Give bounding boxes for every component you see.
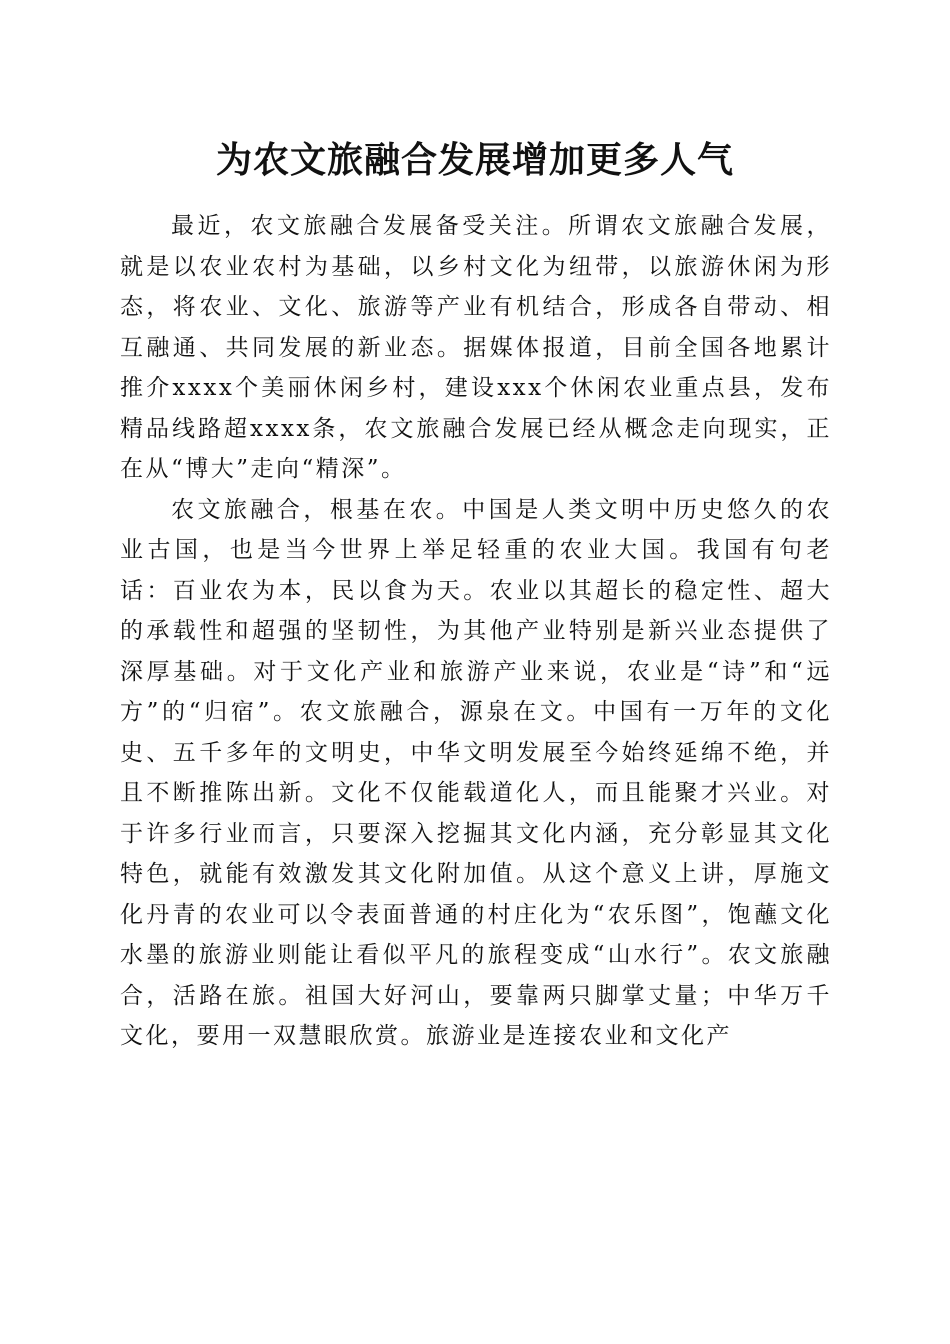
document-body (120, 206, 832, 1057)
document-title: 为农文旅融合发展增加更多人气 (215, 139, 734, 181)
paragraph-1: 最近，农文旅融合发展备受关注。所谓农文旅融合发展，就是以农业农村为基础，以乡村文化为纽带，以旅游休闲为形态，将农业、文化、旅游等产业有机结合，形成各自带动、相互融通、共同发展的新业态。据媒体报道，目前全国各地累计推介xxxx个美丽休闲乡村，建设xxx个休闲农业重点县，发布精品线路超xxxx条，农文旅融合发展已经从概念走向现实，正在从“博大”走向“精深”。 (120, 213, 832, 482)
paragraph-2: 农文旅融合，根基在农。中国是人类文明中历史悠久的农业古国，也是当今世界上举足轻重的农业大国。我国有句老话：百业农为本，民以食为天。农业以其超长的稳定性、超大的承载性和超强的坚韧性，为其他产业特别是新兴业态提供了深厚基础。对于文化产业和旅游产业来说，农业是“诗”和“远方”的“归宿”。农文旅融合，源泉在文。中国有一万年的文化史、五千多年的文明史，中华文明发展至今始终延绵不绝，并且不断推陈出新。文化不仅能载道化人，而且能聚才兴业。对于许多行业而言，只要深入挖掘其文化内涵，充分彰显其文化特色，就能有效激发其文化附加值。从这个意义上讲，厚施文化丹青的农业可以令表面普通的村庄化为“农乐图”，饱蘸文化水墨的旅游业则能让看似平凡的旅程变成“山水行”。农文旅融合，活路在旅。祖国大好河山，要靠两只脚掌丈量；中华万千文化，要用一双慧眼欣赏。旅游业是连接农业和文化产 (120, 496, 832, 1049)
